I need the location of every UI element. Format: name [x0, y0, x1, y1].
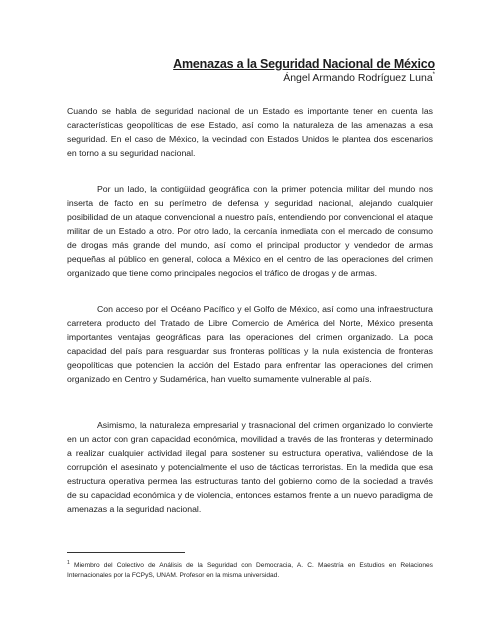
- paragraph-3: Con acceso por el Océano Pacífico y el Golfo de México, así como una infraestructura carretera producto del Tratado de Libre Comercio de América del Norte, México presenta importantes ventajas geográficas para las operaciones del crimen organizado. La poca capacidad del país para resguardar sus fronteras políticas y la nula existencia de fronteras geopolíticas que potencien la acción del Estado para enfrentar las operaciones del crimen organizado en Centro y Sudamérica, han vuelto sumamente vulnerable al país.: [67, 304, 433, 384]
- paragraph-2: Por un lado, la contigüidad geográfica con la primer potencia militar del mundo nos inserta de facto en su perímetro de defensa y seguridad nacional, alejando cualquier posibilidad de un ataque convencional a nuestro país, entendiendo por convencional el ataque militar de un Estado a otro. Por otro lado, la cercanía inmediata con el mercado de consumo de drogas más grande del mundo, así como el principal productor y vendedor de armas pequeñas al público en general, coloca a México en el centro de las operaciones del crimen organizado que tiene como principales negocios el tráfico de drogas y de armas.: [67, 184, 433, 278]
- author-line: [283, 72, 435, 84]
- author-name: Ángel Armando Rodríguez Luna: [283, 72, 433, 84]
- document-title: Amenazas a la Seguridad Nacional de México: [173, 57, 435, 71]
- paragraph-1: Cuando se habla de seguridad nacional de un Estado es importante tener en cuenta las características geopolíticas de ese Estado, así como la naturaleza de las amenazas a esa seguridad. En el caso de México, la vecindad con Estados Unidos le plantea dos escenarios en torno a su seguridad nacional.: [67, 106, 433, 158]
- paragraph-4: Asimismo, la naturaleza empresarial y trasnacional del crimen organizado lo convierte en un actor con gran capacidad económica, movilidad a través de las fronteras y determinado a realizar cualquier actividad ilegal para sostener su estructura operativa, valiéndose de la corrupción el asesinato y potencialmente el uso de tácticas terroristas. En la medida que esa estructura operativa permea las estructuras tanto del gobierno como de la sociedad a través de su capacidad económica y de violencia, entonces estamos frente a un nuevo paradigma de amenazas a la seguridad nacional.: [67, 420, 433, 514]
- footnote-divider: [67, 552, 185, 553]
- footnote: [67, 558, 433, 581]
- footnote-marker: 1: [67, 560, 70, 566]
- author-footnote-marker: *: [432, 72, 435, 78]
- footnote-text: Miembro del Colectivo de Análisis de la Seguridad con Democracia, A. C. Maestría en Estudios en Relaciones Internacionales por la FCPyS, UNAM. Profesor en la misma universidad.: [67, 562, 433, 579]
